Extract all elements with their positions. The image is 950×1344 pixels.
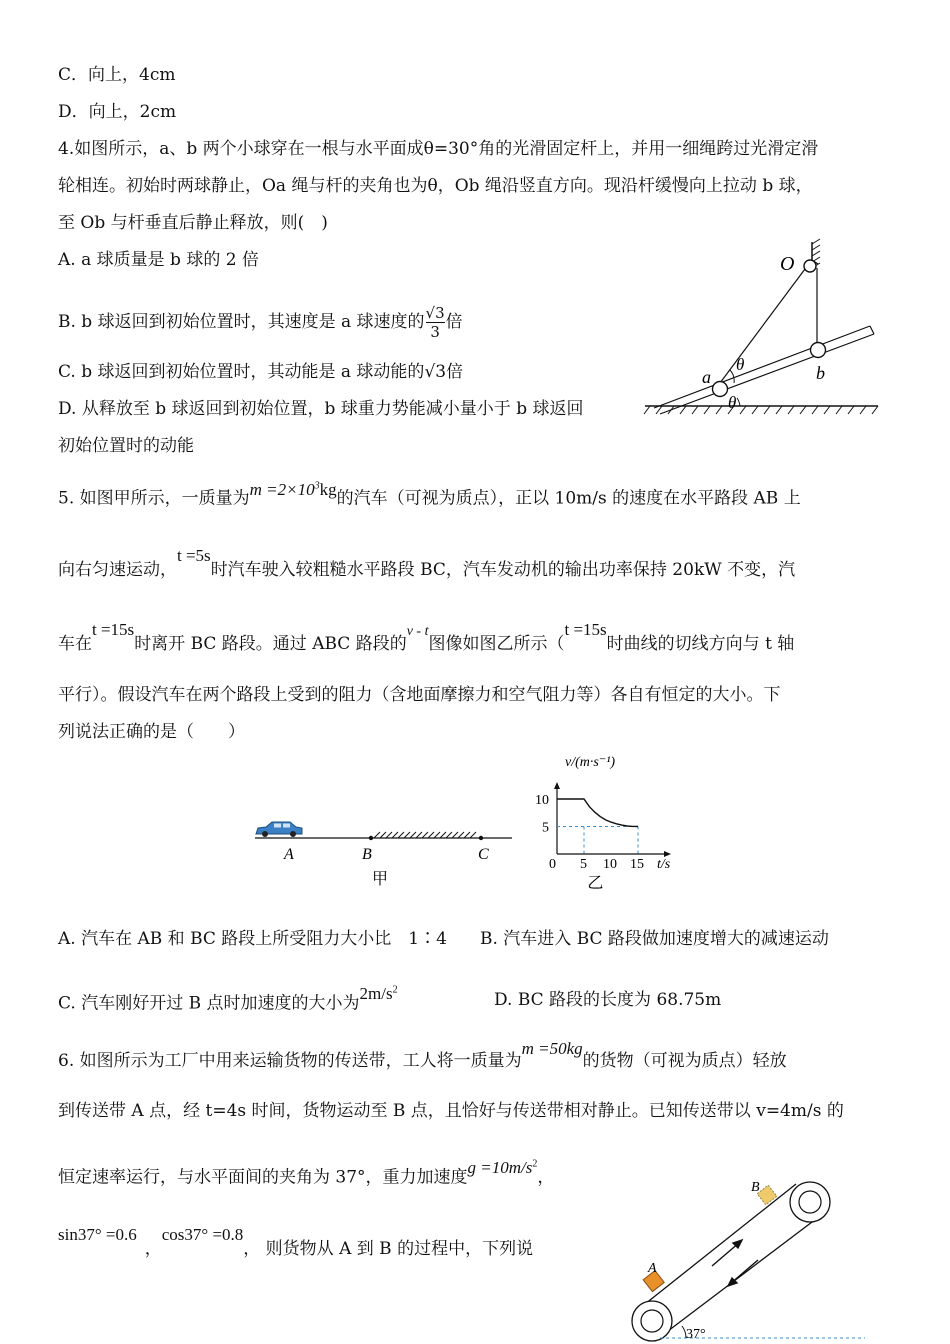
q5-line3-d: 时曲线的切线方向与 t 轴 — [606, 634, 795, 654]
q5-option-c — [58, 983, 398, 1015]
q5-line2-text: 向右匀速运动， — [58, 560, 177, 580]
q6-gravity — [468, 1158, 538, 1177]
q4-option-d-line1: D. 从释放至 b 球返回到初始位置，b 球重力势能减小量小于 b 球返回 — [58, 399, 584, 419]
q4-option-b-suffix: 倍 — [445, 312, 463, 332]
belt-top-edge — [640, 1184, 796, 1308]
point-c — [479, 836, 483, 840]
q6-line1-rest: 的货物（可视为质点）轻放 — [582, 1051, 787, 1071]
q5-stem-line2 — [58, 546, 796, 581]
ball-b — [811, 343, 826, 358]
theta-arc-rope — [730, 370, 734, 383]
label-a: A — [284, 846, 294, 863]
q4-option-c — [58, 361, 463, 383]
mass-unit: kg — [319, 479, 337, 499]
q4-option-c-text: C. b 球返回到初始位置时，其动能是 a 球动能的 — [58, 362, 425, 382]
rod-bottom-edge — [660, 334, 874, 414]
rod-top-edge — [654, 326, 870, 408]
y-tick-label-0: 5 — [542, 820, 549, 836]
q5-stem-line3 — [58, 620, 795, 657]
x-tick-label-0: 0 — [549, 857, 556, 872]
belt-bottom-edge — [664, 1216, 820, 1334]
label-b: b — [816, 363, 825, 383]
x-tick-label-1: 5 — [580, 857, 587, 872]
pulley — [804, 260, 816, 272]
accel-value: 2m/s — [359, 983, 393, 1003]
q6-conveyor-figure — [620, 1176, 870, 1344]
q6-sin37: sin37° =0.6 — [58, 1225, 137, 1244]
car-icon — [256, 822, 302, 837]
q4-option-d-line2: 初始位置时的动能 — [58, 436, 194, 456]
q5-mass-formula — [250, 480, 337, 499]
q5-stem-line1 — [58, 479, 801, 510]
rope-oa — [720, 269, 805, 383]
q5-time-15s: t =15s — [92, 620, 135, 639]
label-a: a — [702, 367, 711, 387]
belt-direction-arrows — [712, 1240, 758, 1286]
label-a: A — [648, 1261, 657, 1276]
q6-line3-text: 恒定速率运行，与水平面间的夹角为 37°，重力加速度 — [58, 1167, 468, 1188]
q5-option-c-text: C. 汽车刚好开过 B 点时加速度的大小为 — [58, 993, 360, 1014]
q5-time-5s: t =5s — [177, 546, 211, 565]
caption-yi: 乙 — [587, 875, 604, 892]
q5-option-c-accel — [360, 984, 398, 1003]
mass-exponent: 3 — [314, 480, 320, 491]
q6-stem-line4 — [58, 1225, 534, 1260]
mass-value: m =2×10 — [249, 479, 315, 499]
bottom-roller-hub — [641, 1310, 663, 1332]
x-tick-label-3: 15 — [630, 857, 644, 872]
angle-label: 37° — [686, 1327, 706, 1342]
vt-series-line — [557, 799, 638, 827]
rough-road-hatching — [374, 832, 476, 838]
q4-option-c-root: √3 — [424, 362, 447, 382]
q5-line3-a: 车在 — [58, 634, 92, 654]
q6-stem-line2: 到传送带 A 点，经 t=4s 时间，货物运动至 B 点，且恰好与传送带相对静止。已知传送带以 v=4m/s 的 — [58, 1101, 844, 1121]
label-o: O — [780, 253, 795, 275]
q4-option-b-fraction — [426, 304, 445, 341]
q6-mass: m =50kg — [521, 1039, 583, 1058]
q6-stem-line3 — [58, 1157, 555, 1189]
vt-chart — [530, 750, 710, 892]
q6-line1-text: 6. 如图所示为工厂中用来运输货物的传送带，工人将一质量为 — [58, 1051, 522, 1071]
label-theta-2: θ — [728, 393, 737, 412]
q5-line2-rest: 时汽车驶入较粗糙水平路段 BC，汽车发动机的输出功率保持 20kW 不变，汽 — [210, 560, 796, 580]
caption-jia: 甲 — [372, 871, 389, 888]
y-tick-label-1: 10 — [535, 793, 549, 808]
q4-option-b — [58, 300, 463, 344]
option-d-prev: D．向上，2cm — [58, 102, 177, 122]
q5-line1-rest: 的汽车（可视为质点），正以 10m/s 的速度在水平路段 AB 上 — [336, 488, 801, 509]
q4-option-b-text: B. b 球返回到初始位置时，其速度是 a 球速度的 — [58, 312, 425, 332]
q4-stem-line1: 4.如图所示，a、b 两个小球穿在一根与水平面成θ=30°角的光滑固定杆上，并用一细绳跨过光滑定滑 — [58, 139, 819, 159]
q6-cos37: cos37° =0.8 — [161, 1225, 244, 1244]
q5-stem-line4: 平行）。假设汽车在两个路段上受到的阻力（含地面摩擦力和空气阻力等）各自有恒定的大小。下 — [58, 685, 781, 705]
label-b: B — [362, 846, 372, 863]
q6-stem-line1 — [58, 1039, 787, 1072]
label-c: C — [478, 846, 489, 863]
label-b: B — [751, 1180, 760, 1195]
y-axis-label: v/(m·s⁻¹) — [565, 755, 616, 770]
q5-option-b: B. 汽车进入 BC 路段做加速度增大的减速运动 — [480, 929, 829, 949]
q5-vt-label: v - t — [406, 624, 429, 639]
q5-line1-text: 5. 如图甲所示，一质量为 — [58, 488, 250, 509]
gravity-exponent: 2 — [532, 1158, 538, 1169]
y-axis-arrow — [554, 782, 560, 789]
top-roller-hub — [799, 1191, 821, 1213]
q4-stem-line3: 至 Ob 与杆垂直后静止释放，则( ) — [58, 213, 328, 233]
q6-separator: ， — [144, 1239, 162, 1259]
q4-figure — [640, 238, 885, 420]
x-tick-label-2: 10 — [603, 857, 617, 872]
q6-line3-comma: ， — [537, 1167, 555, 1188]
x-axis-label: t/s — [657, 857, 671, 872]
ball-a — [713, 382, 728, 397]
gravity-value: g =10m/s — [467, 1157, 533, 1177]
accel-exponent: 2 — [392, 984, 398, 995]
q4-option-c-suffix: 倍 — [446, 362, 464, 382]
fraction-denominator: 3 — [430, 323, 440, 341]
label-theta-1: θ — [736, 355, 745, 374]
q5-line3-c: 图像如图乙所示（ — [428, 634, 565, 654]
option-c-prev: C．向上，4cm — [58, 65, 176, 85]
q5-option-d: D. BC 路段的长度为 68.75m — [494, 990, 722, 1010]
theta-arc-ground — [737, 398, 740, 406]
point-b — [369, 836, 373, 840]
q4-option-a: A. a 球质量是 b 球的 2 倍 — [58, 250, 259, 270]
q5-option-a: A. 汽车在 AB 和 BC 路段上所受阻力大小比 1∶4 — [58, 929, 447, 949]
q4-stem-line2: 轮相连。初始时两球静止，Oa 绳与杆的夹角也为θ，Ob 绳沿竖直方向。现沿杆缓慢向上拉动 b 球， — [58, 176, 813, 196]
fraction-numerator: √3 — [425, 304, 445, 322]
q6-line4-rest: ， 则货物从 A 到 B 的过程中，下列说 — [243, 1239, 534, 1259]
q5-figure-jia — [250, 812, 515, 892]
q5-time-15s-2: t =15s — [564, 620, 607, 639]
q5-line3-b: 时离开 BC 路段。通过 ABC 路段的 — [134, 634, 407, 654]
q5-stem-line5: 列说法正确的是（ ） — [58, 722, 245, 742]
